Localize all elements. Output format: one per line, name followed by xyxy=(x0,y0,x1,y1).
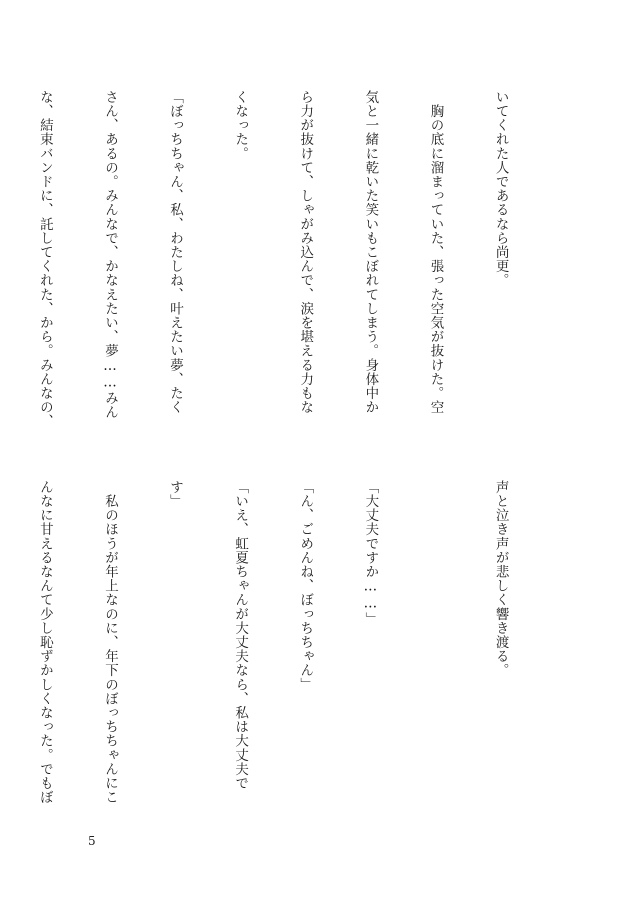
text-line: 気と一緒に乾いた笑いもこぼれてしまう。身体中か xyxy=(362,90,379,415)
text-line: 声と泣き声が悲しく響き渡る。 xyxy=(492,480,509,678)
text-line: いてくれた人であるなら尚更。 xyxy=(492,90,509,288)
page-number: 5 xyxy=(88,834,96,848)
upper-text-block xyxy=(0,90,554,429)
text-line: 「いえ、虹夏ちゃんが大丈夫なら、私は大丈夫で xyxy=(232,480,249,791)
text-line: ら力が抜けて、しゃがみ込んで、涙を堪える力もな xyxy=(297,90,314,415)
text-line: 胸の底に溜まっていた、張った空気が抜けた。空 xyxy=(427,90,444,415)
text-line: 私のほうが年上なのに、年下のぼっちちゃんにこ xyxy=(101,480,118,805)
text-line: さん、あるの。みんなで、かなえたい、夢……みん xyxy=(101,90,118,420)
text-line: 「大丈夫ですか……」 xyxy=(362,480,379,626)
text-line: な、結束バンドに、託してくれた、から。みんなの、 xyxy=(36,90,53,429)
blank-line xyxy=(424,480,446,800)
lower-text-block xyxy=(0,480,554,805)
text-line: んなに甘えるなんて少し恥ずかしくなった。でもぼ xyxy=(36,480,53,805)
text-line: 「ぼっちちゃん、私、わたしね、叶えたい夢、たく xyxy=(167,90,184,415)
text-line: くなった。 xyxy=(232,90,249,161)
text-line: す」 xyxy=(167,480,184,509)
text-line: 「ん、ごめんね、ぼっちちゃん」 xyxy=(297,480,314,692)
